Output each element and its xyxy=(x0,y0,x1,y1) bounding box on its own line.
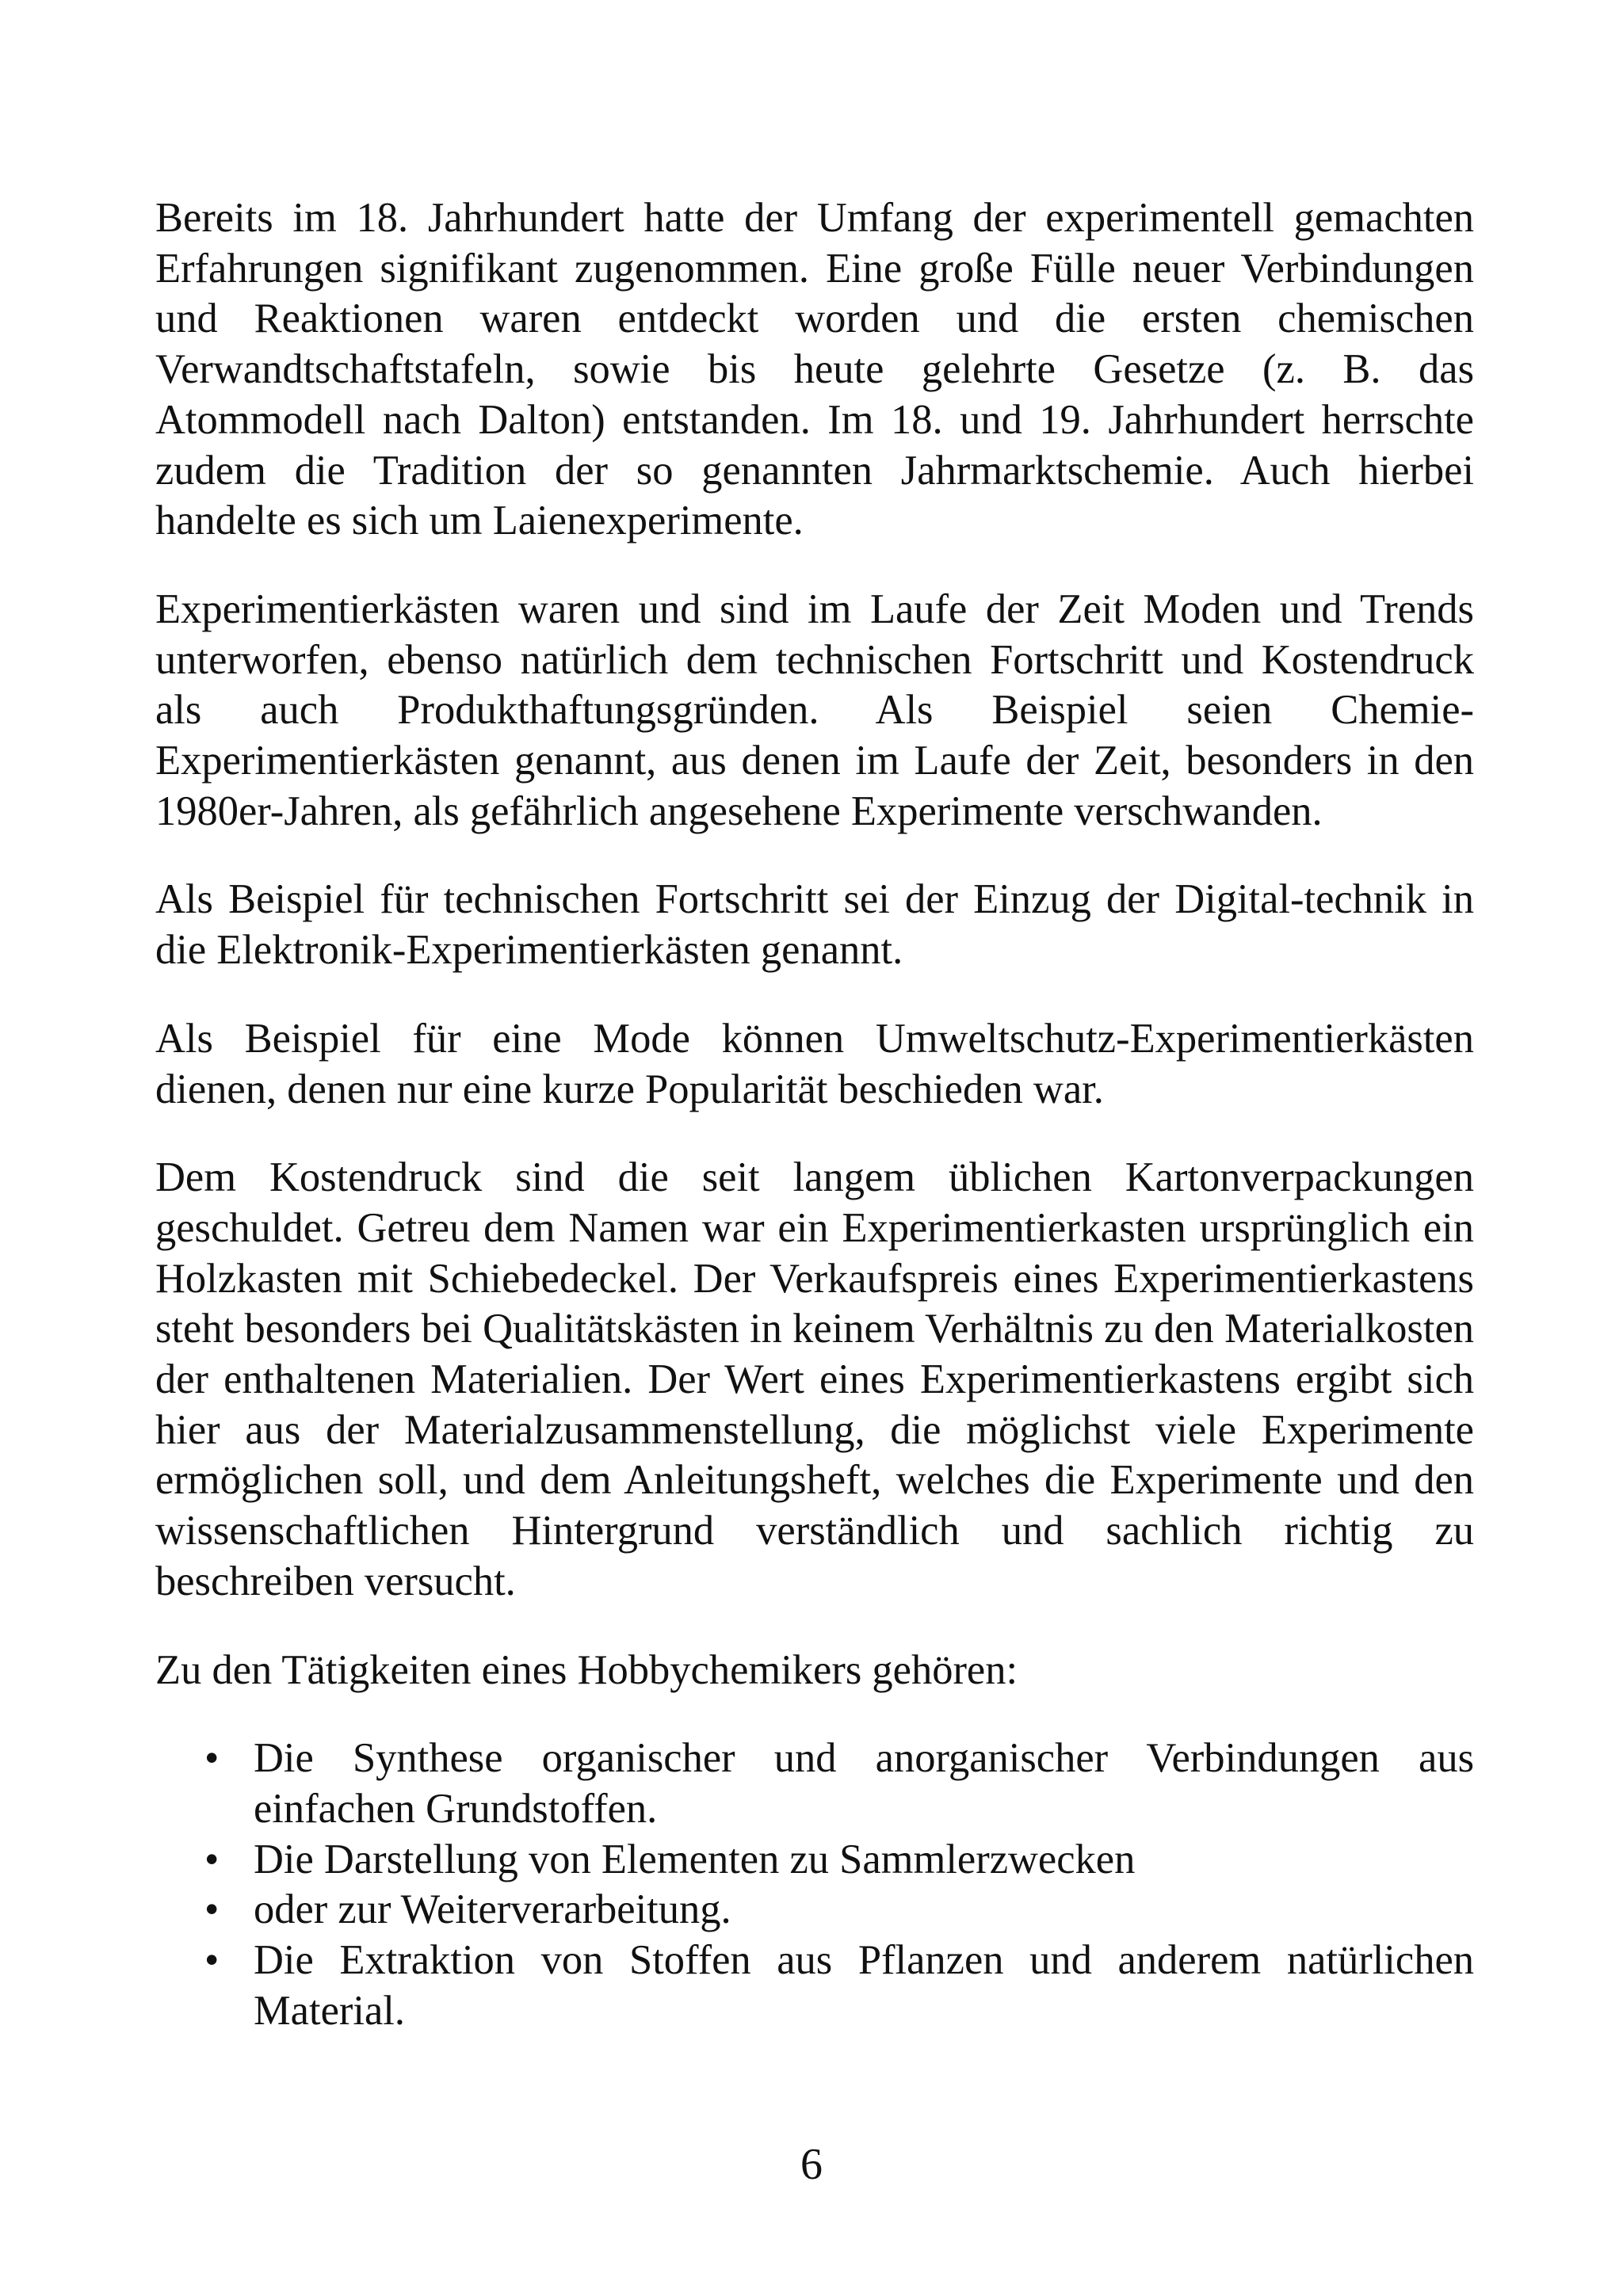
paragraph-cost-pressure: Dem Kostendruck sind die seit langem üblichen Kartonverpackungen geschuldet. Getreu dem Namen war ein Experimentierkasten ursprünglich ein Holzkasten mit Schiebedeckel. Der Verkaufspreis eines Experimentierkastens steht besonders bei Qualitätskästen in keinem Verhältnis zu den Materialkosten der enthaltenen Materialien. Der Wert eines Experimentierkastens ergibt sich hier aus der Materialzusammenstellung, die möglichst viele Experimente ermöglichen soll, und dem Anleitungsheft, welches die Experimente und den wissenschaftlichen Hintergrund verständlich und sachlich richtig zu beschreiben versucht. xyxy=(155,1154,1474,1604)
page-number: 6 xyxy=(800,2140,823,2189)
bullet-icon: • xyxy=(204,1735,220,1782)
list-item-text: Die Synthese organischer und anorganischer Verbindungen aus einfachen Grundstoffen. xyxy=(254,1735,1474,1832)
paragraph-fashion: Als Beispiel für eine Mode können Umweltschutz-Experimentierkästen dienen, denen nur eine kurze Popularität beschieden war. xyxy=(155,1015,1474,1112)
list-item xyxy=(155,1835,1474,1886)
activities-list xyxy=(155,1733,1474,2036)
list-item-text: oder zur Weiterverarbeitung. xyxy=(254,1886,731,1933)
page-body xyxy=(155,193,1474,2037)
paragraph-activities-intro: Zu den Tätigkeiten eines Hobbychemikers gehören: xyxy=(155,1646,1018,1693)
paragraph-tech-progress: Als Beispiel für technischen Fortschritt sei der Einzug der Digital-technik in die Elektronik-Experimentierkästen genannt. xyxy=(155,876,1474,974)
bullet-icon: • xyxy=(204,1836,220,1882)
bullet-icon: • xyxy=(204,1886,220,1933)
list-item-text: Die Darstellung von Elementen zu Sammlerzwecken xyxy=(254,1836,1136,1882)
paragraph-trends: Experimentierkästen waren und sind im Laufe der Zeit Moden und Trends unterworfen, ebenso natürlich dem technischen Fortschritt und Kostendruck als auch Produkthaftungsgründen. Als Beispiel seien Chemie-Experimentierkästen genannt, aus denen im Laufe der Zeit, besonders in den 1980er-Jahren, als gefährlich angesehene Experimente verschwanden. xyxy=(155,585,1474,834)
list-item xyxy=(155,1885,1474,1936)
paragraph-history: Bereits im 18. Jahrhundert hatte der Umfang der experimentell gemachten Erfahrungen signifikant zugenommen. Eine große Fülle neuer Verbindungen und Reaktionen waren entdeckt worden und die ersten chemischen Verwandtschaftstafeln, sowie bis heute gelehrte Gesetze (z. B. das Atommodell nach Dalton) entstanden. Im 18. und 19. Jahrhundert herrschte zudem die Tradition der so genannten Jahrmarktschemie. Auch hierbei handelte es sich um Laienexperimente. xyxy=(155,195,1474,544)
list-item xyxy=(155,1733,1474,1834)
bullet-icon: • xyxy=(204,1937,220,1984)
list-item xyxy=(155,1936,1474,2036)
list-item-text: Die Extraktion von Stoffen aus Pflanzen und anderem natürlichen Material. xyxy=(254,1937,1474,2034)
